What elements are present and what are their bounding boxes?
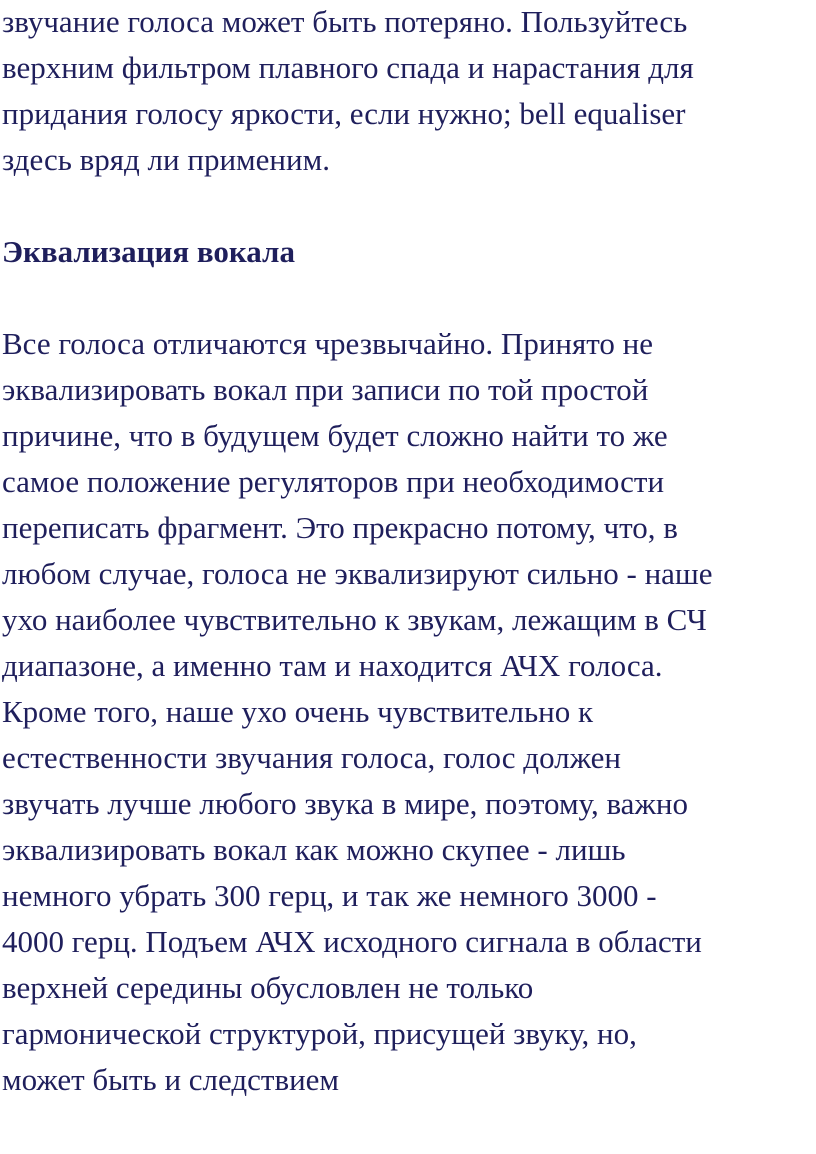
body-line: естественности звучания голоса, голос должен <box>2 740 622 775</box>
body-line: диапазоне, а именно там и находится АЧХ голоса. <box>2 648 663 683</box>
body-line: причине, что в будущем будет сложно найти то же <box>2 418 668 453</box>
intro-line: придания голосу яркости, если нужно; bell equaliser <box>2 96 686 131</box>
body-line: Кроме того, наше ухо очень чувствительно к <box>2 694 594 729</box>
intro-line: звучание голоса может быть потеряно. Пользуйтесь <box>2 4 688 39</box>
body-line: эквализировать вокал как можно скупее - лишь <box>2 832 626 867</box>
body-line: любом случае, голоса не эквализируют сильно - наше <box>2 556 713 591</box>
intro-line: здесь вряд ли применим. <box>2 142 330 177</box>
intro-line: верхним фильтром плавного спада и нарастания для <box>2 50 694 85</box>
body-line: переписать фрагмент. Это прекрасно потому, что, в <box>2 510 678 545</box>
body-line: ухо наиболее чувствительно к звукам, лежащим в СЧ <box>2 602 707 637</box>
body-line: Все голоса отличаются чрезвычайно. Принято не <box>2 326 653 361</box>
section-heading: Эквализация вокала <box>2 234 295 269</box>
body-line: 4000 герц. Подъем АЧХ исходного сигнала в области <box>2 924 702 959</box>
body-line: может быть и следствием <box>2 1062 340 1097</box>
body-line: немного убрать 300 герц, и так же немного 3000 - <box>2 878 657 913</box>
body-line: звучать лучше любого звука в мире, поэтому, важно <box>2 786 688 821</box>
body-line: верхней середины обусловлен не только <box>2 970 534 1005</box>
body-line: эквализировать вокал при записи по той простой <box>2 372 649 407</box>
body-line: гармонической структурой, присущей звуку, но, <box>2 1016 637 1051</box>
body-line: самое положение регуляторов при необходимости <box>2 464 665 499</box>
